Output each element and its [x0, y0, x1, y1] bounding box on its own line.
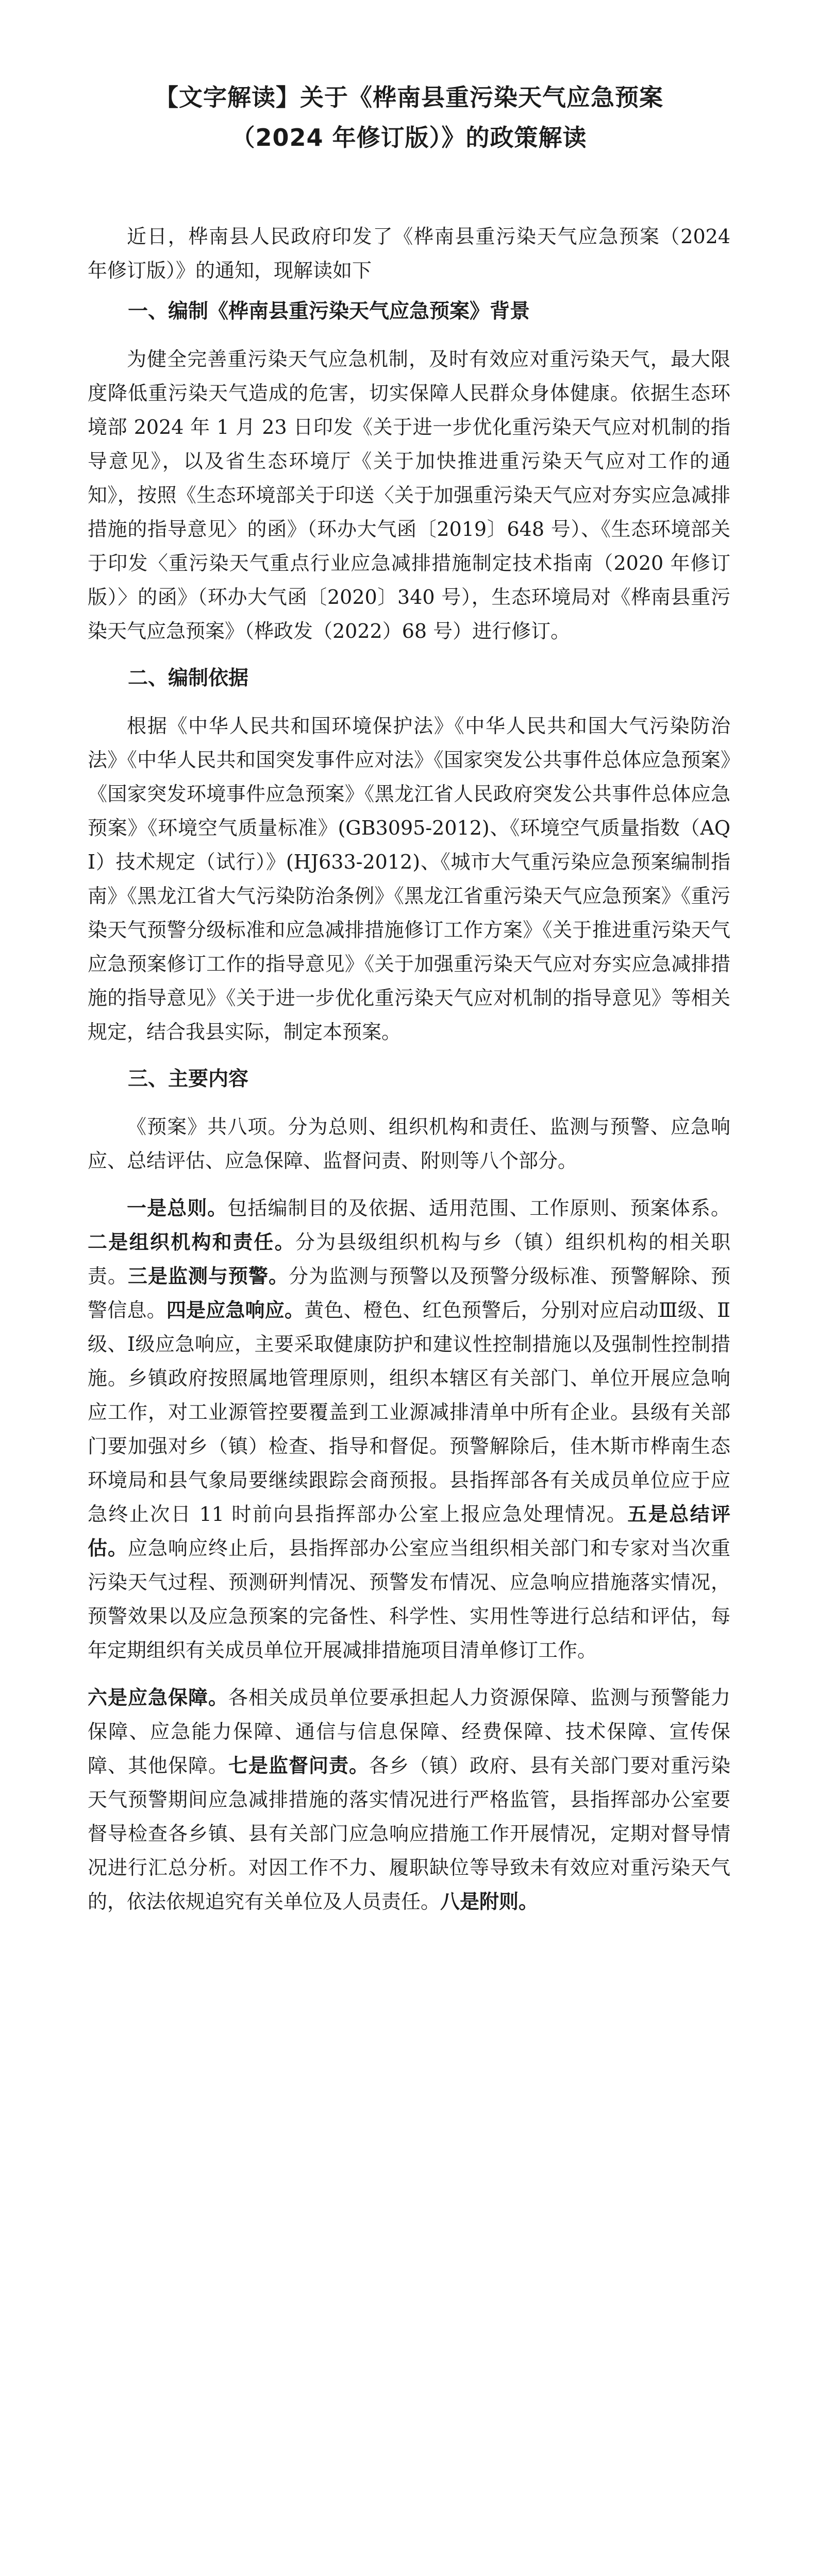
text-general: 包括编制目的及依据、适用范围、工作原则、预案体系。 [227, 1197, 730, 1219]
keyword-guarantee: 六是应急保障。 [88, 1686, 228, 1709]
section-2-heading: 二、编制依据 [128, 667, 249, 690]
keyword-evaluation: 五是总结评估。 [88, 1503, 730, 1560]
section-1-text: 为健全完善重污染天气应急机制，及时有效应对重污染天气，最大限度降低重污染天气造成的危害，切实保障人民群众身体健康。依据生态环境部 2024 年 1 月 23 日印发《关于进一步优化重污染天气应对机制的指导意见》，以及省生态环境厅《关于加快推进重污染天气应对工作的通知》，按照《生态环境部关于印送〈关于加强重污染天气应对夯实应急减排措施的指导意见〉的函》（环办大气函〔2019〕648 号）、《生态环境部关于印发〈重污染天气重点行业应急减排措施制定技术指南（2020 年修订版）〉的函》（环办大气函〔2020〕340 号），生态环境局对《桦南县重污染天气应急预案》（桦政发（2022）68 号）进行修订。 [88, 348, 730, 642]
title-line-2: （2024 年修订版）》的政策解读 [231, 124, 587, 151]
text-evaluation: 应急响应终止后，县指挥部办公室应当组织相关部门和专家对当次重污染天气过程、预测研判情况、预警发布情况、应急响应措施落实情况，预警效果以及应急预案的完备性、科学性、实用性等进行总结和评估，每年定期组织有关成员单位开展减排措施项目清单修订工作。 [88, 1537, 730, 1662]
keyword-organization: 二是组织机构和责任。 [88, 1231, 295, 1253]
text-supervision: 各乡（镇）政府、县有关部门要对重污染天气预警期间应急减排措施的落实情况进行严格监管，县指挥部办公室要督导检查各乡镇、县有关部门应急响应措施工作开展情况，定期对督导情况进行汇总分析。对因工作不力、履职缺位等导致未有效应对重污染天气的，依法依规追究有关单位及人员责任。 [88, 1754, 730, 1913]
text-organization: 分为县级组织机构与乡（镇）组织机构的相关职责。 [88, 1231, 730, 1287]
section-3-overview: 《预案》共八项。分为总则、组织机构和责任、监测与预警、应急响应、总结评估、应急保障、监督问责、附则等八个部分。 [88, 1115, 730, 1172]
intro-paragraph: 近日，桦南县人民政府印发了《桦南县重污染天气应急预案（2024 年修订版）》的通知，现解读如下 [88, 225, 730, 282]
title-line-1: 【文字解读】关于《桦南县重污染天气应急预案 [155, 83, 663, 111]
text-monitoring: 分为监测与预警以及预警分级标准、预警解除、预警信息。 [88, 1265, 730, 1321]
keyword-monitoring: 三是监测与预警。 [128, 1265, 289, 1287]
keyword-general: 一是总则。 [127, 1197, 228, 1219]
section-1-heading: 一、编制《桦南县重污染天气应急预案》背景 [128, 300, 530, 323]
text-response: 黄色、橙色、红色预警后，分别对应启动Ⅲ级、Ⅱ级、Ⅰ级应急响应，主要采取健康防护和建议性控制措施以及强制性控制措施。乡镇政府按照属地管理原则，组织本辖区有关部门、单位开展应急响应工作，对工业源管控要覆盖到工业源减排清单中所有企业。县级有关部门要加强对乡（镇）检查、指导和督促。预警解除后，佳木斯市桦南生态环境局和县气象局要继续跟踪会商预报。县指挥部各有关成员单位应于应急终止次日 11 时前向县指挥部办公室上报应急处理情况。 [88, 1299, 730, 1526]
section-3-details-continued [88, 1681, 730, 1919]
keyword-supervision: 七是监督问责。 [228, 1754, 369, 1777]
section-3-heading: 三、主要内容 [128, 1067, 249, 1091]
document-title [88, 77, 730, 158]
keyword-supplementary: 八是附则。 [440, 1890, 539, 1913]
section-2-text: 根据《中华人民共和国环境保护法》《中华人民共和国大气污染防治法》《中华人民共和国突发事件应对法》《国家突发公共事件总体应急预案》《国家突发环境事件应急预案》《黑龙江省人民政府突发公共事件总体应急预案》《环境空气质量标准》(GB3095-2012)、《环境空气质量指数（AQI）技术规定（试行）》(HJ633-2012)、《城市大气重污染应急预案编制指南》《黑龙江省大气污染防治条例》《黑龙江省重污染天气应急预案》《重污染天气预警分级标准和应急减排措施修订工作方案》《关于推进重污染天气应急预案修订工作的指导意见》《关于加强重污染天气应对夯实应急减排措施的指导意见》《关于进一步优化重污染天气应对机制的指导意见》等相关规定，结合我县实际，制定本预案。 [88, 715, 730, 1043]
text-guarantee: 各相关成员单位要承担起人力资源保障、监测与预警能力保障、应急能力保障、通信与信息保障、经费保障、技术保障、宣传保障、其他保障。 [88, 1686, 730, 1777]
section-3-details [88, 1191, 730, 1667]
keyword-response: 四是应急响应。 [166, 1299, 305, 1321]
